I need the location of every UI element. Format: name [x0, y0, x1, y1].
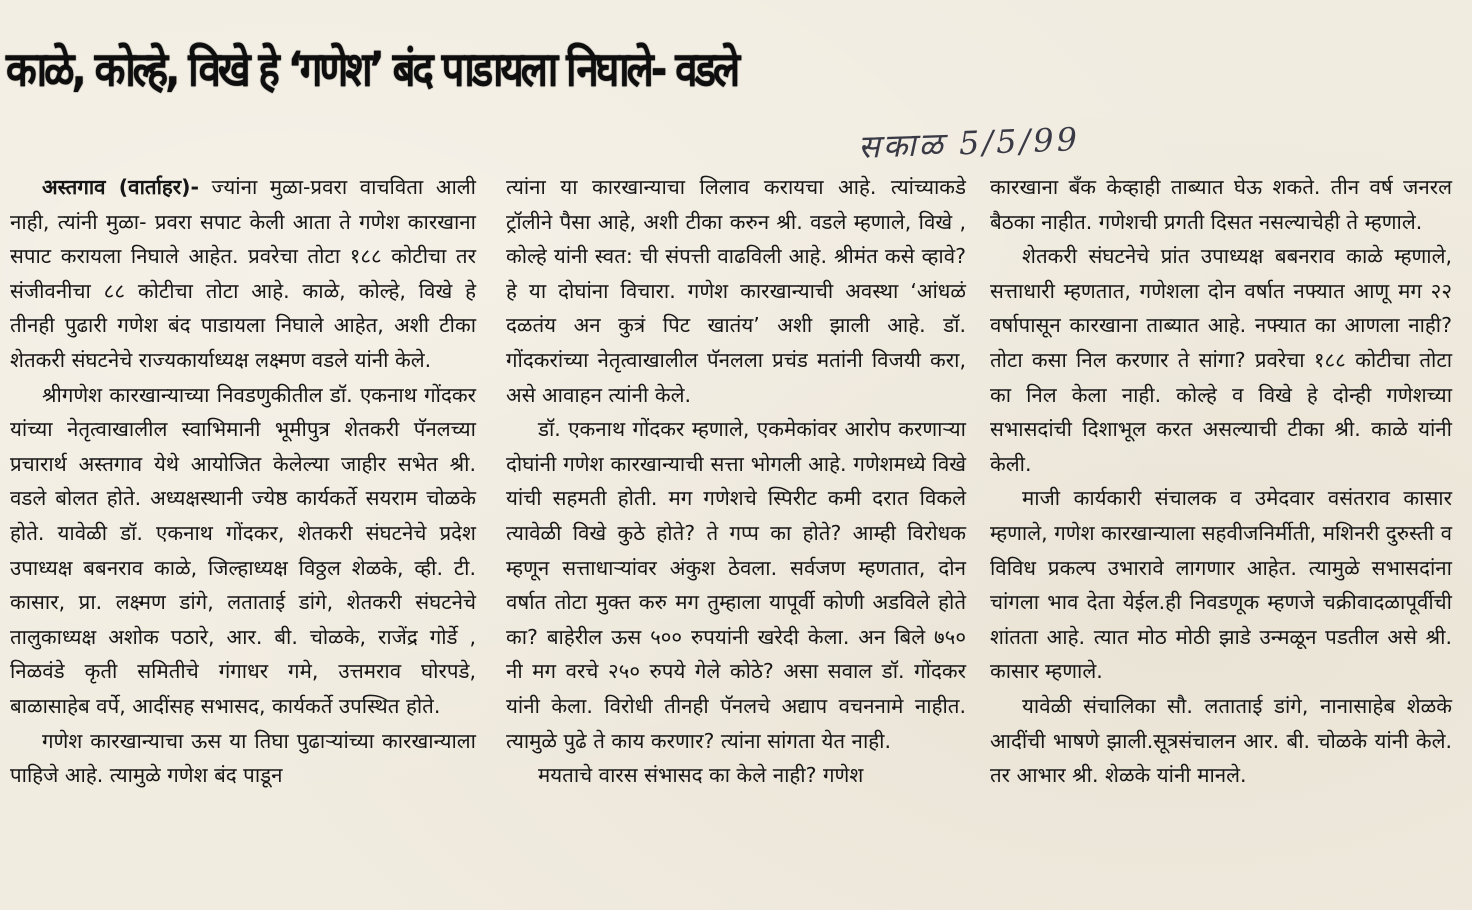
dateline: अस्तगाव (वार्ताहर)- [42, 175, 200, 199]
article-paragraph [10, 170, 476, 378]
article-column-1 [10, 170, 476, 793]
article-paragraph: कारखाना बँक केव्हाही ताब्यात घेऊ शकते. तीन वर्ष जनरल बैठका नाहीत. गणेशची प्रगती दिसत नसल्याचेही ते म्हणाले. [990, 175, 1452, 234]
paragraph-text: ज्यांना मुळा-प्रवरा वाचविता आली नाही, त्यांनी मुळा- प्रवरा सपाट केली आता ते गणेश कारखाना सपाट करायला निघाले आहेत. प्रवरेचा तोटा १८८ कोटीचा तर संजीवनीचा ८८ कोटीचा तोटा आहे. काळे, कोल्हे, विखे हे तीनही पुढारी गणेश बंद पाडायला निघाले आहेत, अशी टीका शेतकरी संघटनेचे राज्यकार्याध्यक्ष लक्ष्मण वडले यांनी केले. [10, 175, 476, 372]
article-paragraph: मयताचे वारस संभासद का केले नाही? गणेश [538, 763, 864, 788]
article-column-3 [990, 170, 1452, 793]
article-column-2 [506, 170, 966, 793]
article-paragraph: यावेळी संचालिका सौ. लताताई डांगे, नानासाहेब शेळके आदींची भाषणे झाली.सूत्रसंचालन आर. बी. चोळके यांनी केले. तर आभार श्री. शेळके यांनी मानले. [990, 693, 1452, 788]
article-paragraph: त्यांना या कारखान्याचा लिलाव करायचा आहे. त्यांच्याकडे ट्रॉलीने पैसा आहे, अशी टीका करुन श्री. वडले म्हणाले, विखे , कोल्हे यांनी स्वत: ची संपत्ती वाढविली आहे. श्रीमंत कसे व्हावे? हे या दोघांना विचारा. गणेश कारखान्याची अवस्था ‘आंधळं दळतंय अन कुत्रं पिट खातंय’ अशी झाली आहे. डॉ. गोंदकरांच्या नेतृत्वाखालील पॅनलला प्रचंड मतांनी विजयी करा, असे आवाहन त्यांनी केले. [506, 175, 966, 407]
article-paragraph: माजी कार्यकारी संचालक व उमेदवार वसंतराव कासार म्हणाले, गणेश कारखान्याला सहवीजनिर्मीती, मशिनरी दुरुस्ती व विविध प्रकल्प उभारावे लागणार आहेत. त्यामुळे सभासदांना चांगला भाव देता येईल.ही निवडणूक म्हणजे चक्रीवादळापूर्वीची शांतता आहे. त्यात मोठ मोठी झाडे उन्मळून पडतील असे श्री. कासार म्हणाले. [990, 486, 1452, 684]
article-paragraph: गणेश कारखान्याचा ऊस या तिघा पुढाऱ्यांच्या कारखान्याला पाहिजे आहे. त्यामुळे गणेश बंद पाडून [10, 728, 476, 788]
article-paragraph: डॉ. एकनाथ गोंदकर म्हणाले, एकमेकांवर आरोप करणाऱ्या दोघांनी गणेश कारखान्याची सत्ता भोगली आहे. गणेशमध्ये विखे यांची सहमती होती. मग गणेशचे स्पिरीट कमी दरात विकले त्यावेळी विखे कुठे होते? ते गप्प का होते? आम्ही विरोधक म्हणून सत्ताधाऱ्यांवर अंकुश ठेवला. सर्वजण म्हणतात, दोन वर्षात तोटा मुक्त करु मग तुम्हाला यापूर्वी कोणी अडविले होते का? बाहेरील ऊस ५०० रुपयांनी खरेदी केला. अन बिले ७५० नी मग वरचे २५० रुपये गेले कोठे? असा सवाल डॉ. गोंदकर यांनी केला. विरोधी तीनही पॅनलचे अद्याप वचननामे नाहीत. त्यामुळे पुढे ते काय करणार? त्यांना सांगता येत नाही. [506, 417, 966, 753]
headline: काळे, कोल्हे, विखे हे ‘गणेश’ बंद पाडायला निघाले- वडले [6, 42, 738, 98]
article-paragraph: शेतकरी संघटनेचे प्रांत उपाध्यक्ष बबनराव काळे म्हणाले, सत्ताधारी म्हणतात, गणेशला दोन वर्षात नफ्यात आणू मग २२ वर्षापासून कारखाना ताब्यात आहे. नफ्यात का आणला नाही? तोटा कसा निल करणार ते सांगा? प्रवरेचा १८८ कोटीचा तोटा का निल केला नाही. कोल्हे व विखे हे दोन्ही गणेशच्या सभासदांची दिशाभूल करत असल्याची टीका श्री. काळे यांनी केली. [990, 244, 1452, 476]
article-paragraph: श्रीगणेश कारखान्याच्या निवडणुकीतील डॉ. एकनाथ गोंदकर यांच्या नेतृत्वाखालील स्वाभिमानी भूमीपुत्र शेतकरी पॅनलच्या प्रचारार्थ अस्तगाव येथे आयोजित केलेल्या जाहीर सभेत श्री. वडले बोलत होते. अध्यक्षस्थानी ज्येष्ठ कार्यकर्ते सयराम चोळके होते. यावेळी डॉ. एकनाथ गोंदकर, शेतकरी संघटनेचे प्रदेश उपाध्यक्ष बबनराव काळे, जिल्हाध्यक्ष विठ्ठल शेळके, व्ही. टी. कासार, प्रा. लक्ष्मण डांगे, लताताई डांगे, शेतकरी संघटनेचे तालुकाध्यक्ष अशोक पठारे, आर. बी. चोळके, राजेंद्र गोर्डे , निळवंडे कृती समितीचे गंगाधर गमे, उत्तमराव घोरपडे, बाळासाहेब वर्पे, आदींसह सभासद, कार्यकर्ते उपस्थित होते. [10, 382, 476, 718]
handwritten-date-note: सकाळ 5/5/99 [857, 120, 1081, 166]
